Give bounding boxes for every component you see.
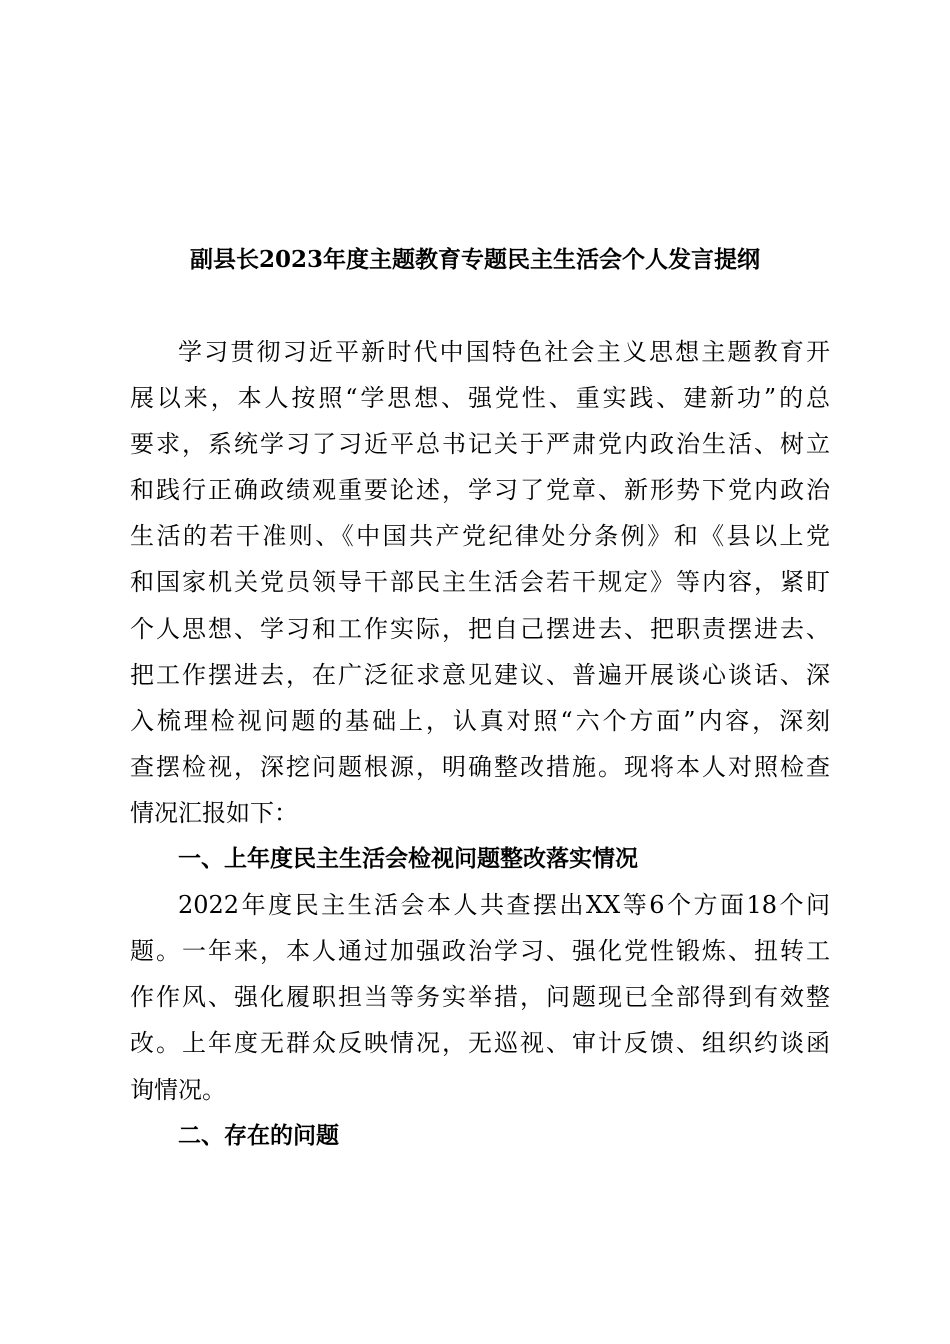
text-line: 入梳理检视问题的基础上，认真对照“六个方面”内容，深刻 [130, 706, 830, 735]
text-line: 学习贯彻习近平新时代中国特色社会主义思想主题教育开 [178, 338, 830, 366]
text-line: 情况汇报如下： [130, 798, 298, 827]
text-line: 把工作摆进去，在广泛征求意见建议、普遍开展谈心谈话、深 [130, 660, 830, 689]
section-heading-2: 二、存在的问题 [178, 1122, 339, 1149]
text-line: 生活的若干准则、《中国共产党纪律处分条例》和《县以上党 [130, 522, 830, 551]
text-line: 和践行正确政绩观重要论述，学习了党章、新形势下党内政治 [130, 476, 830, 505]
text-line: 题。一年来，本人通过加强政治学习、强化党性锻炼、扭转工 [130, 937, 830, 966]
intro-paragraph [130, 329, 830, 1159]
text-line: 改。上年度无群众反映情况，无巡视、审计反馈、组织约谈函 [130, 1029, 830, 1058]
document-title: 副县长2023年度主题教育专题民主生活会个人发言提纲 [189, 246, 760, 273]
text-line: 展以来，本人按照“学思想、强党性、重实践、建新功”的总 [130, 384, 830, 413]
text-line: 作作风、强化履职担当等务实举措，问题现已全部得到有效整 [130, 983, 830, 1012]
text-line: 询情况。 [130, 1075, 226, 1104]
section-heading-1: 一、上年度民主生活会检视问题整改落实情况 [178, 846, 638, 873]
text-line: 2022年度民主生活会本人共查摆出XX等6个方面18个问 [178, 891, 830, 920]
text-line: 和国家机关党员领导干部民主生活会若干规定》等内容，紧盯 [130, 568, 830, 597]
text-line: 要求，系统学习了习近平总书记关于严肃党内政治生活、树立 [130, 430, 830, 459]
text-line: 查摆检视，深挖问题根源，明确整改措施。现将本人对照检查 [130, 752, 830, 781]
text-line: 个人思想、学习和工作实际，把自己摆进去、把职责摆进去、 [130, 614, 830, 643]
